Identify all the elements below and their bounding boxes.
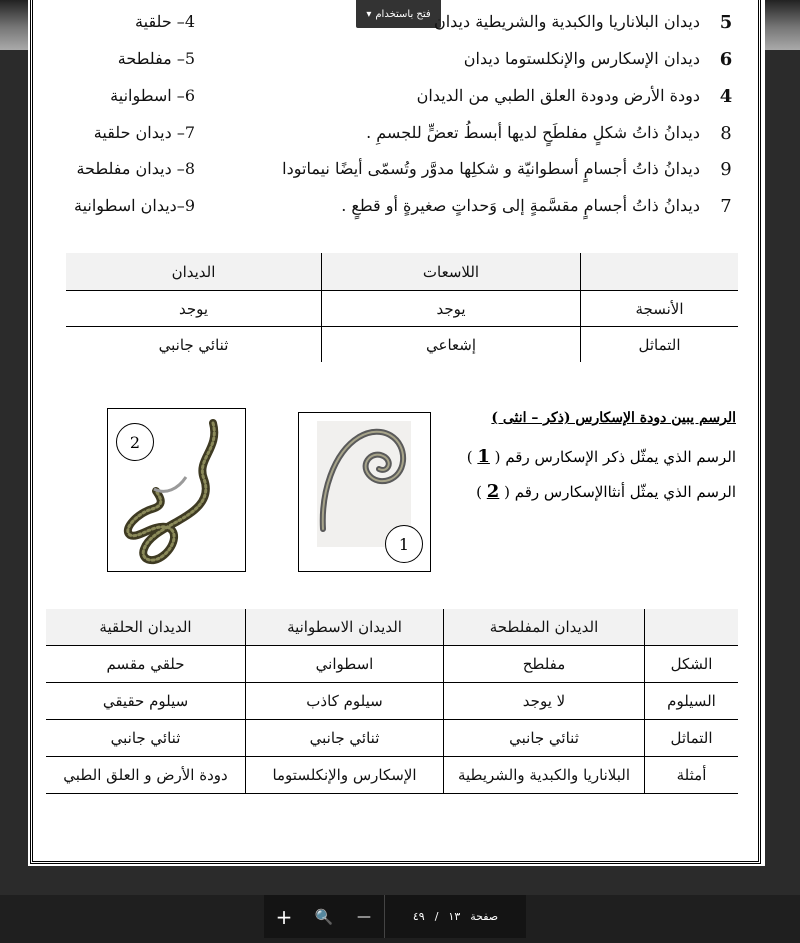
table-row xyxy=(46,757,738,794)
question-text: الرسم الذي يمثّل ذكر الإسكارس رقم xyxy=(505,448,736,466)
table-row xyxy=(66,327,738,363)
table-cell: إشعاعي xyxy=(322,327,581,363)
match-number: 8 xyxy=(720,123,732,144)
open-with-label: فتح باستخدام xyxy=(375,8,431,20)
match-number: 4 xyxy=(719,86,733,107)
option-text: 6– اسطوانية xyxy=(110,86,195,105)
option-text: 8– ديدان مفلطحة xyxy=(76,159,195,178)
table-cell xyxy=(645,609,739,646)
table-cell: ثنائي جانبي xyxy=(246,720,444,757)
zoom-in-button[interactable] xyxy=(264,895,304,938)
table-cell: أمثلة xyxy=(645,757,739,794)
table-cell: اللاسعات xyxy=(322,253,581,291)
table-header-row xyxy=(46,609,738,646)
female-worm-figure xyxy=(107,408,246,572)
option-text: 4– حلقية xyxy=(135,12,195,31)
male-worm-figure xyxy=(298,412,431,572)
table-row xyxy=(46,646,738,683)
table-cell: السيلوم xyxy=(645,683,739,720)
table-cell: الديدان الحلقية xyxy=(46,609,246,646)
table-row xyxy=(66,291,738,327)
page-slash: / xyxy=(434,910,439,923)
match-text: ديدانُ ذاتُ أجسامٍ مقسَّمةٍ إلى وَحداتٍ صغيرةٍ أو قطعٍ . xyxy=(341,196,700,215)
match-number: 6 xyxy=(719,49,733,70)
female-question xyxy=(476,481,736,502)
option-text: 7– ديدان حلقية xyxy=(93,123,195,142)
male-question xyxy=(467,446,736,467)
answer-value: 2 xyxy=(486,481,500,502)
match-row xyxy=(0,49,800,73)
match-row xyxy=(0,12,800,36)
answer-value: 1 xyxy=(477,446,490,467)
table-cell: ثنائي جانبي xyxy=(66,327,322,363)
table-cell: سيلوم حقيقي xyxy=(46,683,246,720)
table-cell: ثنائي جانبي xyxy=(46,720,246,757)
table-cell: مفلطح xyxy=(444,646,645,683)
table-cell: الشكل xyxy=(645,646,739,683)
table-cell: الديدان الاسطوانية xyxy=(246,609,444,646)
page-indicator xyxy=(385,910,526,923)
table-cell: يوجد xyxy=(322,291,581,327)
figure-number-badge: 2 xyxy=(116,423,154,461)
paren: ( xyxy=(494,448,501,466)
plus-icon: + xyxy=(275,904,293,929)
page-word: صفحة xyxy=(470,910,499,923)
table-row xyxy=(46,683,738,720)
table-cell: حلقي مقسم xyxy=(46,646,246,683)
table-row xyxy=(46,720,738,757)
worm-classification-table xyxy=(46,609,738,794)
table-cell: الديدان المفلطحة xyxy=(444,609,645,646)
table-cell: لا يوجد xyxy=(444,683,645,720)
table-cell: دودة الأرض و العلق الطبي xyxy=(46,757,246,794)
minus-icon: — xyxy=(357,908,371,925)
figure-number-badge: 1 xyxy=(385,525,423,563)
table-cell: الديدان xyxy=(66,253,322,291)
table-header-row xyxy=(66,253,738,291)
zoom-reset-button[interactable] xyxy=(304,895,344,938)
match-row xyxy=(0,159,800,183)
match-text: ديدانُ ذاتُ أجسامٍ أسطوانيّة و شكلِها مدوَّر وتُسمّى أيضًا نيماتودا xyxy=(282,159,700,178)
table-cell xyxy=(581,253,739,291)
option-text: 5– مفلطحة xyxy=(117,49,195,68)
match-number: 7 xyxy=(720,196,732,217)
table-cell: سيلوم كاذب xyxy=(246,683,444,720)
drawing-heading: الرسم يبين دودة الإسكارس (ذكر – انثى ) xyxy=(491,410,736,426)
table-cell: التماثل xyxy=(645,720,739,757)
page-current[interactable]: ١٣ xyxy=(448,910,461,923)
match-row xyxy=(0,196,800,220)
zoom-controls xyxy=(264,895,526,938)
match-row xyxy=(0,123,800,147)
match-text: ديدانُ ذاتُ شكلٍ مفلطَحٍ لديها أبسطُ تعضٍّ للجسمِ . xyxy=(366,123,700,142)
option-text: 9–ديدان اسطوانية xyxy=(74,196,195,215)
chevron-down-icon: ▾ xyxy=(366,8,372,20)
table-cell: التماثل xyxy=(638,335,681,354)
table-cell: اسطواني xyxy=(246,646,444,683)
magnifier-icon: 🔍 xyxy=(314,907,334,926)
match-row xyxy=(0,86,800,110)
table-cell: البلاناريا والكبدية والشريطية xyxy=(444,757,645,794)
table-cell: يوجد xyxy=(66,291,322,327)
table-cell: الإسكارس والإنكلستوما xyxy=(246,757,444,794)
match-text: دودة الأرض ودودة العلق الطبي من الديدان xyxy=(416,86,700,105)
paren: ) xyxy=(476,483,482,501)
question-text: الرسم الذي يمثّل أنثاالإسكارس رقم xyxy=(514,483,736,501)
zoom-out-button[interactable] xyxy=(344,895,384,938)
comparison-table-cnidaria-worms xyxy=(66,253,738,362)
paren: ( xyxy=(504,483,510,501)
match-text: ديدان الإسكارس والإنكلستوما ديدان xyxy=(463,49,700,68)
match-number: 5 xyxy=(719,12,733,33)
paren: ) xyxy=(466,448,473,466)
match-number: 9 xyxy=(720,159,732,180)
table-cell: الأنسجة xyxy=(581,291,739,327)
match-text: ديدان البلاناريا والكبدية والشريطية ديدان xyxy=(433,12,700,31)
page-total: ٤٩ xyxy=(412,910,425,923)
table-cell: ثنائي جانبي xyxy=(444,720,645,757)
